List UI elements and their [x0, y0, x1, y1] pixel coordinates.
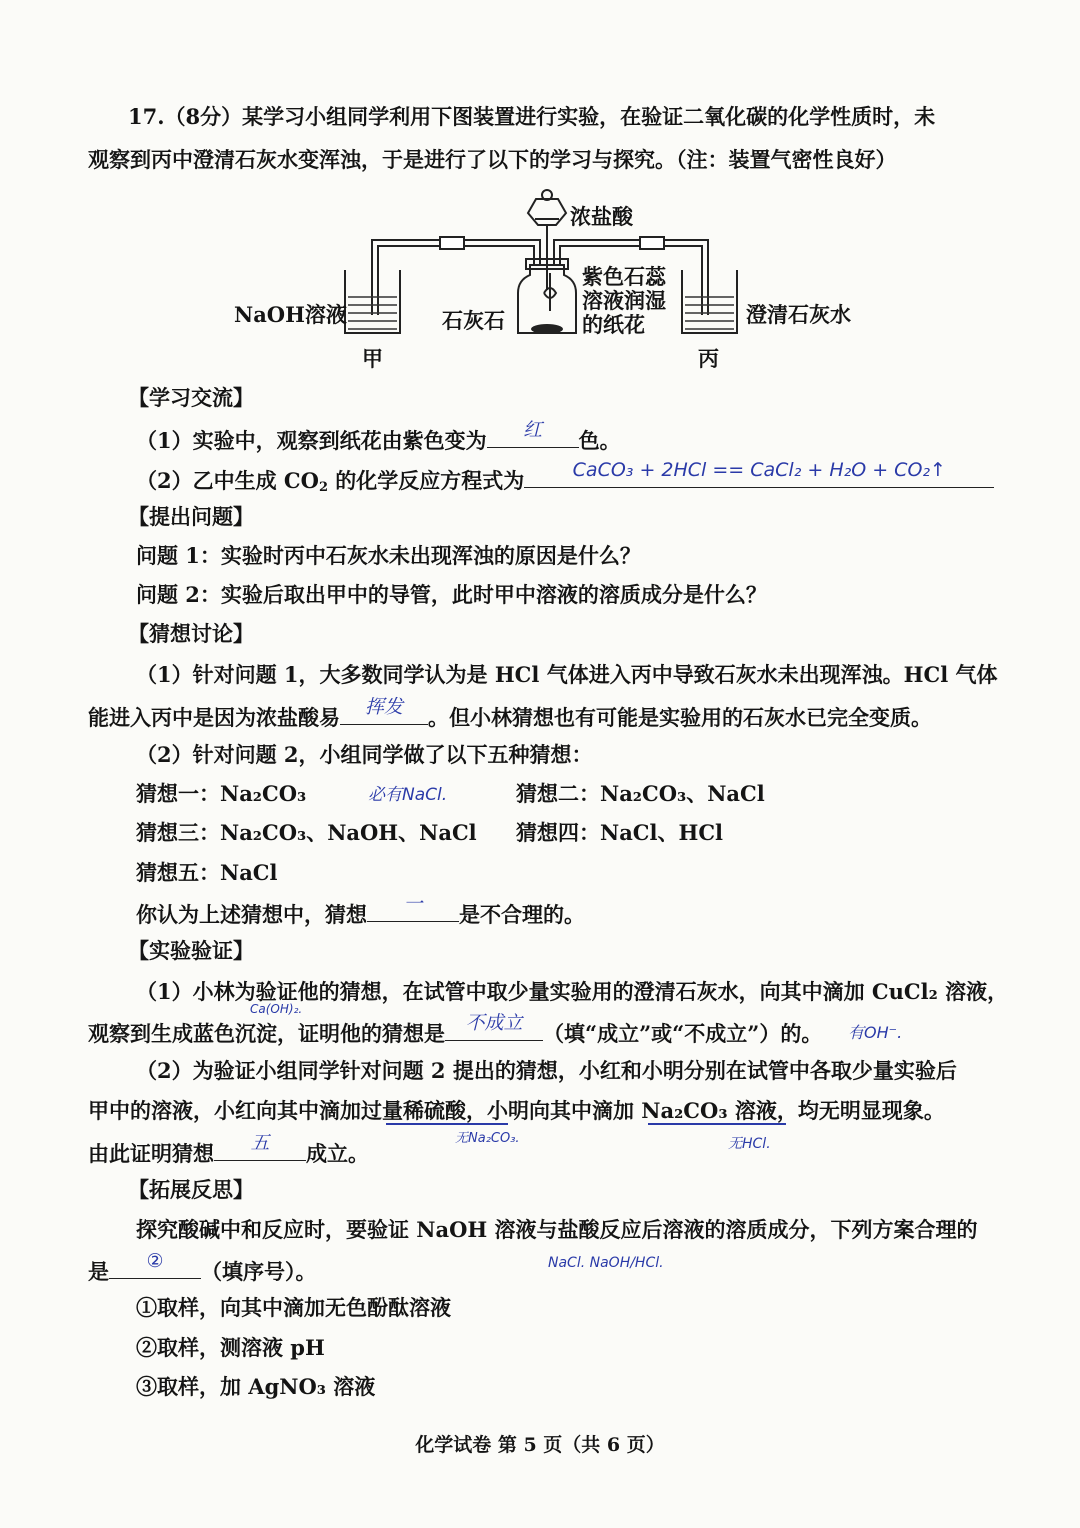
label-conc-hcl: 浓盐酸: [570, 204, 633, 229]
verify-1b: [88, 1012, 823, 1049]
section-title-reflection: 【拓展反思】: [128, 1177, 254, 1202]
v2c-text: 由此证明猜想: [88, 1141, 214, 1166]
reflection-1: 探究酸碱中和反应时，要验证 NaOH 溶液与盐酸反应后溶液的溶质成分，下列方案合理的: [136, 1217, 978, 1242]
d1b-handwritten-answer: 挥发: [364, 696, 403, 718]
guess-2: 猜想二：Na₂CO₃、NaCl: [516, 781, 765, 806]
guess-4: 猜想四：NaCl、HCl: [516, 820, 724, 845]
v1b-text: 观察到生成蓝色沉淀，证明他的猜想是: [88, 1021, 445, 1046]
r2-answer-blank: [109, 1250, 201, 1279]
q1-handwritten-answer: 红: [523, 419, 543, 441]
question-line-1: 17.（8分）某学习小组同学利用下图装置进行实验，在验证二氧化碳的化学性质时，未: [128, 104, 936, 129]
judgement: [136, 893, 585, 930]
judgement-handwritten-answer: 一: [403, 893, 423, 915]
problem-1: 问题 1：实验时丙中石灰水未出现浑浊的原因是什么？: [136, 543, 641, 568]
discussion-2: （2）针对问题 2，小组同学做了以下五种猜想：: [136, 742, 593, 767]
verify-2c: [88, 1132, 369, 1169]
handwritten-underline-2: [648, 1123, 786, 1125]
d1b-answer-blank: [340, 696, 428, 725]
guess-5: 猜想五：NaCl: [136, 860, 278, 885]
verify-2a: （2）为验证小组同学针对问题 2 提出的猜想，小红和小明分别在试管中各取少量实验后: [136, 1058, 957, 1083]
q2-text: （2）乙中生成 CO: [136, 468, 319, 493]
verify-2b: 甲中的溶液，小红向其中滴加过量稀硫酸，小明向其中滴加 Na₂CO₃ 溶液，均无明显现象。: [88, 1098, 945, 1123]
q2-text-mid: 的化学反应方程式为: [327, 468, 525, 493]
guess-1-note: 必有NaCl.: [368, 785, 448, 805]
label-limewater: 澄清石灰水: [746, 302, 851, 327]
label-bing: 丙: [698, 346, 719, 371]
label-litmus-3: 的纸花: [582, 312, 645, 337]
q1-answer-blank: [487, 419, 579, 448]
section-title-questions: 【提出问题】: [128, 504, 254, 529]
r2-text-end: （填序号）。: [201, 1259, 317, 1284]
q1-text-end: 色。: [578, 428, 621, 453]
section-title-hypothesis: 【猜想讨论】: [128, 621, 254, 646]
discussion-1a: （1）针对问题 1，大多数同学认为是 HCl 气体进入丙中导致石灰水未出现浑浊。HCl 气体: [136, 662, 998, 687]
v1b-text-end: （填“成立”或“不成立”）的。: [543, 1021, 823, 1046]
v1b-handwritten-answer: 不成立: [465, 1012, 523, 1034]
label-litmus-1: 紫色石蕊: [582, 264, 666, 289]
d1b-text: 能进入丙中是因为浓盐酸易: [88, 705, 340, 730]
exchange-q2: [136, 459, 994, 503]
section-title-verification: 【实验验证】: [128, 938, 254, 963]
label-litmus-2: 溶液润湿: [582, 288, 666, 313]
reflection-note: NaCl. NaOH/HCl.: [548, 1255, 664, 1271]
reflection-2: [88, 1250, 317, 1287]
d1b-text-end: 。但小林猜想也有可能是实验用的石灰水已完全变质。: [428, 705, 932, 730]
apparatus-drawing: [220, 185, 880, 375]
discussion-1b: [88, 696, 932, 733]
verify-1a: （1）小林为验证他的猜想，在试管中取少量实验用的澄清石灰水，向其中滴加 CuCl₂ 溶液，: [136, 979, 1009, 1004]
q2-answer-blank: [524, 459, 994, 488]
judgement-text-end: 是不合理的。: [459, 902, 585, 927]
section-title-exchange: 【学习交流】: [128, 385, 254, 410]
exchange-q1: [136, 419, 621, 456]
verify-1-note-oh: 有OH⁻.: [848, 1023, 903, 1042]
verify-2-note-nocarbonate: 无Na₂CO₃.: [455, 1131, 520, 1146]
verify-1-note-caoh2: Ca(OH)₂.: [250, 1002, 303, 1016]
guess-1: 猜想一：Na₂CO₃: [136, 781, 307, 806]
v2c-handwritten-answer: 五: [250, 1132, 270, 1154]
judgement-answer-blank: [367, 893, 459, 922]
question-line-2: 观察到丙中澄清石灰水变浑浊，于是进行了以下的学习与探究。（注：装置气密性良好）: [88, 147, 897, 172]
r2-text: 是: [88, 1259, 109, 1284]
r2-handwritten-answer: ②: [146, 1250, 164, 1272]
label-jia: 甲: [362, 346, 383, 371]
q1-text: （1）实验中，观察到纸花由紫色变为: [136, 428, 487, 453]
v2c-text-end: 成立。: [306, 1141, 369, 1166]
judgement-text: 你认为上述猜想中，猜想: [136, 902, 367, 927]
v2c-answer-blank: [214, 1132, 306, 1161]
q2-subscript: 2: [318, 480, 328, 495]
handwritten-underline-1: [386, 1123, 508, 1125]
option-1: ①取样，向其中滴加无色酚酞溶液: [136, 1295, 451, 1320]
guess-3: 猜想三：Na₂CO₃、NaOH、NaCl: [136, 820, 477, 845]
problem-2: 问题 2：实验后取出甲中的导管，此时甲中溶液的溶质成分是什么？: [136, 582, 767, 607]
apparatus-diagram: [220, 185, 880, 375]
label-limestone: 石灰石: [442, 308, 505, 333]
verify-2-note-nohcl: 无HCl.: [728, 1136, 771, 1152]
page-footer: 化学试卷 第 5 页（共 6 页）: [415, 1434, 665, 1456]
label-naoh: NaOH溶液: [234, 302, 347, 327]
option-2: ②取样，测溶液 pH: [136, 1335, 325, 1360]
q2-handwritten-equation: CaCO₃ + 2HCl == CaCl₂ + H₂O + CO₂↑: [572, 459, 946, 481]
option-3: ③取样，加 AgNO₃ 溶液: [136, 1374, 376, 1399]
v1b-answer-blank: [445, 1012, 543, 1041]
